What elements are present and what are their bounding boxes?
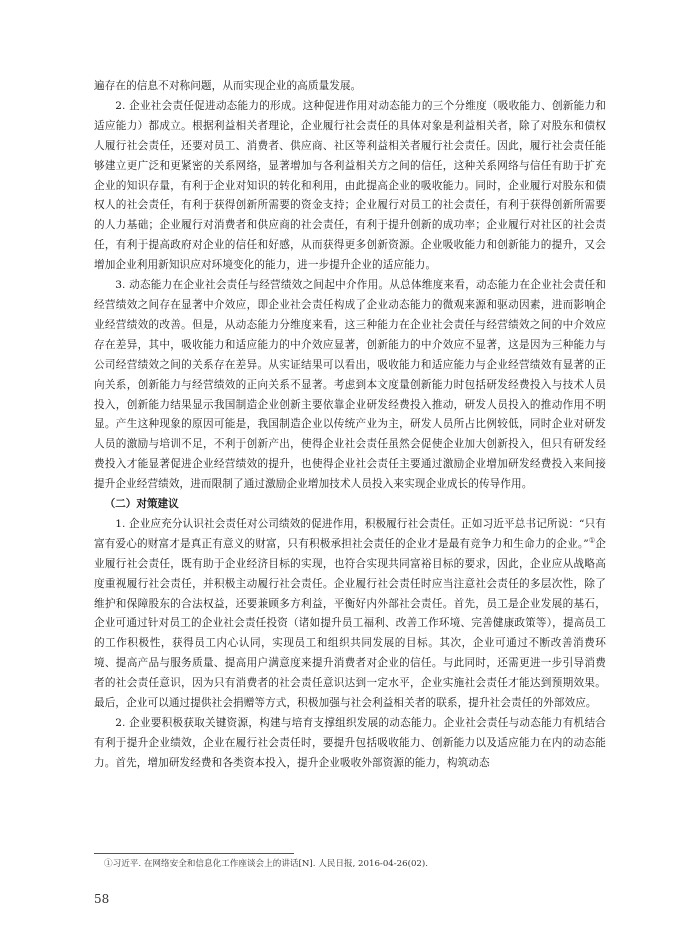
policy-2-text: 2. 企业要积极获取关键资源，构建与培育支撑组织发展的动态能力。企业社会责任与动态能力有机结合有利于提升企业绩效，企业在履行社会责任时，要提升包括吸收能力、创新能力以及适应能力在内的动态能力。首先，增加研发经费和各类资本投入，提升企业吸收外部资源的能力，构筑动态: [94, 717, 606, 769]
footnote-marker[interactable]: ①: [588, 536, 596, 545]
policy-paragraph-2: [94, 714, 606, 774]
body-paragraph-2: 2. 企业社会责任促进动态能力的形成。这种促进作用对动态能力的三个分维度（吸收能力、创新能力和适应能力）都成立。根据利益相关者理论，企业履行社会责任的具体对象是利益相关者，除了对股东和债权人履行社会责任，还要对员工、消费者、供应商、社区等利益相关者履行社会责任。因此，履行社会责任能够建立更广泛和更紧密的关系网络，显著增加与各利益相关方之间的信任，这种关系网络与信任有助于扩充企业的知识存量，有利于企业对知识的转化和利用，由此提高企业的吸收能力。同时，企业履行对股东和债权人的社会责任，有利于获得创新所需要的资金支持；企业履行对员工的社会责任，有利于获得创新所需要的人力基础；企业履行对消费者和供应商的社会责任，有利于提升创新的成功率；企业履行对社区的社会责任，有利于提高政府对企业的信任和好感，从而获得更多创新资源。企业吸收能力和创新能力的提升，又会增加企业利用新知识应对环境变化的能力，进一步提升企业的适应能力。: [94, 99, 606, 272]
policy-paragraph-1: [94, 515, 606, 714]
body-paragraph-3: 3. 动态能力在企业社会责任与经营绩效之间起中介作用。从总体维度来看，动态能力在企业社会责任和经营绩效之间存在显著中介效应，即企业社会责任构成了企业动态能力的微观来源和驱动因素，进而影响企业经营绩效的改善。但是，从动态能力分维度来看，这三种能力在企业社会责任与经营绩效之间的中介效应存在差异，其中，吸收能力和适应能力的中介效应显著，创新能力的中介效应不显著，这是因为三种能力与公司经营绩效之间的关系存在差异。从实证结果可以看出，吸收能力和适应能力与企业经营绩效有显著的正向关系，创新能力与经营绩效的正向关系不显著。考虑到本文度量创新能力时包括研发经费投入与技术人员投入，创新能力结果显示我国制造企业创新主要依靠企业研发经费投入推动，研发人员投入的推动作用不明显。产生这种现象的原因可能是，我国制造企业以传统产业为主，研发人员所占比例较低，同时企业对研发人员的激励与培训不足，不利于创新产出，使得企业社会责任虽然会促使企业加大创新投入，但只有研发经费投入才能显著促进企业经营绩效的提升，也使得企业社会责任主要通过激励企业增加研发经费投入来间接提升企业经营绩效，进而限制了通过激励企业增加技术人员投入来实现企业成长的传导作用。: [94, 279, 606, 491]
policy-1-text-b: 企业履行社会责任，既有助于企业经济目标的实现，也符合实现共同富裕目标的要求，因此，企业应从战略高度重视履行社会责任，并积极主动履行社会责任。企业履行社会责任时应当注意社会责任的多层次性，除了维护和保障股东的合法权益，还要兼顾多方利益，平衡好内外部社会责任。首先，员工是企业发展的基石，企业可通过针对员工的企业社会责任投资（诸如提升员工福利、改善工作环境、完善健康政策等），提高员工的工作积极性，获得员工内心认同，实现员工和组织共同发展的目标。其次，企业可通过不断改善消费环境、提高产品与服务质量、提高用户满意度来提升消费者对企业的信任。与此同时，还需更进一步引导消费者的社会责任意识，因为只有消费者的社会责任意识达到一定水平，企业实施社会责任才能达到预期效果。最后，企业可以通过提供社会捐赠等方式，积极加强与社会利益相关者的联系，提升社会责任的外部效应。: [94, 537, 606, 710]
page-number: 58: [94, 892, 110, 906]
footnote: ①习近平. 在网络安全和信息化工作座谈会上的讲话[N]. 人民日报, 2016-04-26(02).: [104, 859, 428, 869]
section-heading: （二）对策建议: [104, 498, 179, 511]
body-paragraph-continued: 遍存在的信息不对称问题，从而实现企业的高质量发展。: [94, 80, 362, 92]
page-body: [94, 77, 606, 774]
policy-1-text-a: 1. 企业应充分认识社会责任对公司绩效的促进作用，积极履行社会责任。正如习近平总书记所说：“只有富有爱心的财富才是真正有意义的财富，只有积极承担社会责任的企业才是最有竞争力和生命力的企业。”: [94, 517, 606, 550]
footnote-divider: [94, 853, 294, 854]
